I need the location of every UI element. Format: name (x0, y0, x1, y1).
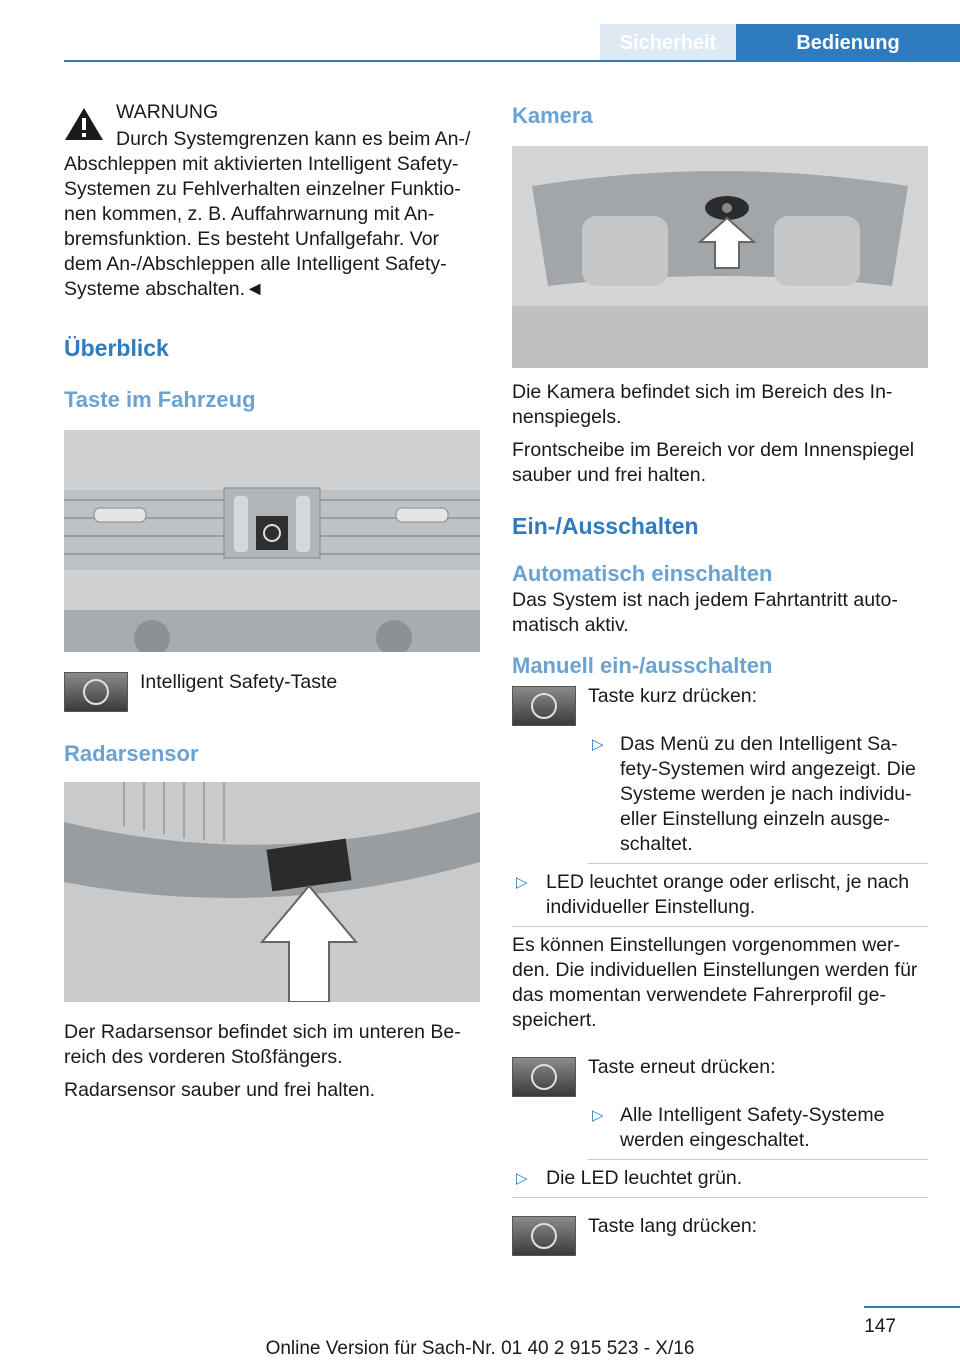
footer-rule (864, 1306, 960, 1308)
warning-text-line1: Durch Systemgrenzen kann es beim An-/ (116, 128, 471, 150)
left-column (64, 100, 480, 1103)
intelligent-safety-button-icon (64, 672, 128, 712)
press-short-list (512, 870, 928, 927)
press-long-label: Taste lang drücken: (588, 1215, 758, 1237)
intelligent-safety-button-icon (512, 1216, 576, 1256)
radar-text-1: Der Radarsensor befindet sich im unteren Be-reich des vorderen Stoßfängers. (64, 1021, 461, 1068)
heading-button-in-vehicle: Taste im Fahrzeug (64, 387, 256, 412)
figure-radar-sensor (64, 782, 480, 1002)
press-again-label: Taste erneut drücken: (588, 1056, 776, 1078)
press-short-label: Taste kurz drücken: (588, 685, 758, 707)
auto-on-text: Das System ist nach jedem Fahrtantritt auto-matisch aktiv. (512, 589, 898, 636)
press-long-row (512, 1214, 928, 1258)
button-legend-row (64, 670, 480, 714)
press-again-list (512, 1166, 928, 1198)
press-again-row (512, 1055, 928, 1099)
list-item: ▷ Das Menü zu den Intelligent Sa-fety-Systemen wird angezeigt. Die Systeme werden je nach individu-eller Einstellung einzeln ausge-schaltet. (588, 732, 928, 864)
list-item: ▷ Die LED leuchtet grün. (512, 1166, 928, 1198)
intelligent-safety-button-icon (512, 686, 576, 726)
page-number: 147 (864, 1316, 896, 1337)
warning-block (64, 100, 480, 302)
radar-text-2: Radarsensor sauber und frei halten. (64, 1079, 376, 1101)
tab-sicherheit[interactable]: Sicherheit (600, 24, 736, 62)
list-item: ▷ LED leuchtet orange oder erlischt, je nach individueller Einstellung. (512, 870, 928, 927)
heading-radar-sensor: Radarsensor (64, 741, 199, 766)
camera-text-1: Die Kamera befindet sich im Bereich des In-nenspiegels. (512, 381, 893, 428)
press-short-nested-list (588, 732, 928, 864)
list-item: ▷ Alle Intelligent Safety-Systeme werden eingeschaltet. (588, 1103, 928, 1160)
heading-overview: Überblick (64, 335, 169, 361)
heading-auto-on: Automatisch einschalten (512, 561, 773, 586)
warning-text: Abschleppen mit aktivierten Intelligent Safety-Systemen zu Fehlverhalten einzelner Funktio-nen kommen, z. B. Auffahrwarnung mit An-bremsfunktion. Es besteht Unfallgefahr. Vor dem An-/Abschleppen alle Intelligent Safety-Systeme abschalten.◄ (64, 153, 461, 300)
heading-camera: Kamera (512, 103, 593, 128)
warning-title: WARNUNG (116, 101, 219, 123)
settings-text: Es können Einstellungen vorgenommen wer-den. Die individuellen Einstellungen werden für das momentan verwendete Fahrerprofil ge-speichert. (512, 934, 918, 1031)
footer-version-text: Online Version für Sach-Nr. 01 40 2 915 523 - X/16 (265, 1338, 695, 1359)
warning-icon (64, 106, 104, 142)
heading-manual-on-off: Manuell ein-/ausschalten (512, 653, 773, 678)
figure-button-in-vehicle (64, 430, 480, 652)
intelligent-safety-button-icon (512, 1057, 576, 1097)
right-column (512, 100, 928, 1258)
heading-on-off: Ein-/Ausschalten (512, 513, 699, 539)
tab-bedienung[interactable]: Bedienung (736, 24, 960, 62)
intelligent-safety-button-label: Intelligent Safety-Taste (140, 671, 338, 693)
camera-text-2: Frontscheibe im Bereich vor dem Innenspiegel sauber und frei halten. (512, 439, 915, 486)
press-again-nested-list (588, 1103, 928, 1160)
figure-camera (512, 146, 928, 368)
press-short-row (512, 684, 928, 728)
header-rule (64, 60, 960, 62)
